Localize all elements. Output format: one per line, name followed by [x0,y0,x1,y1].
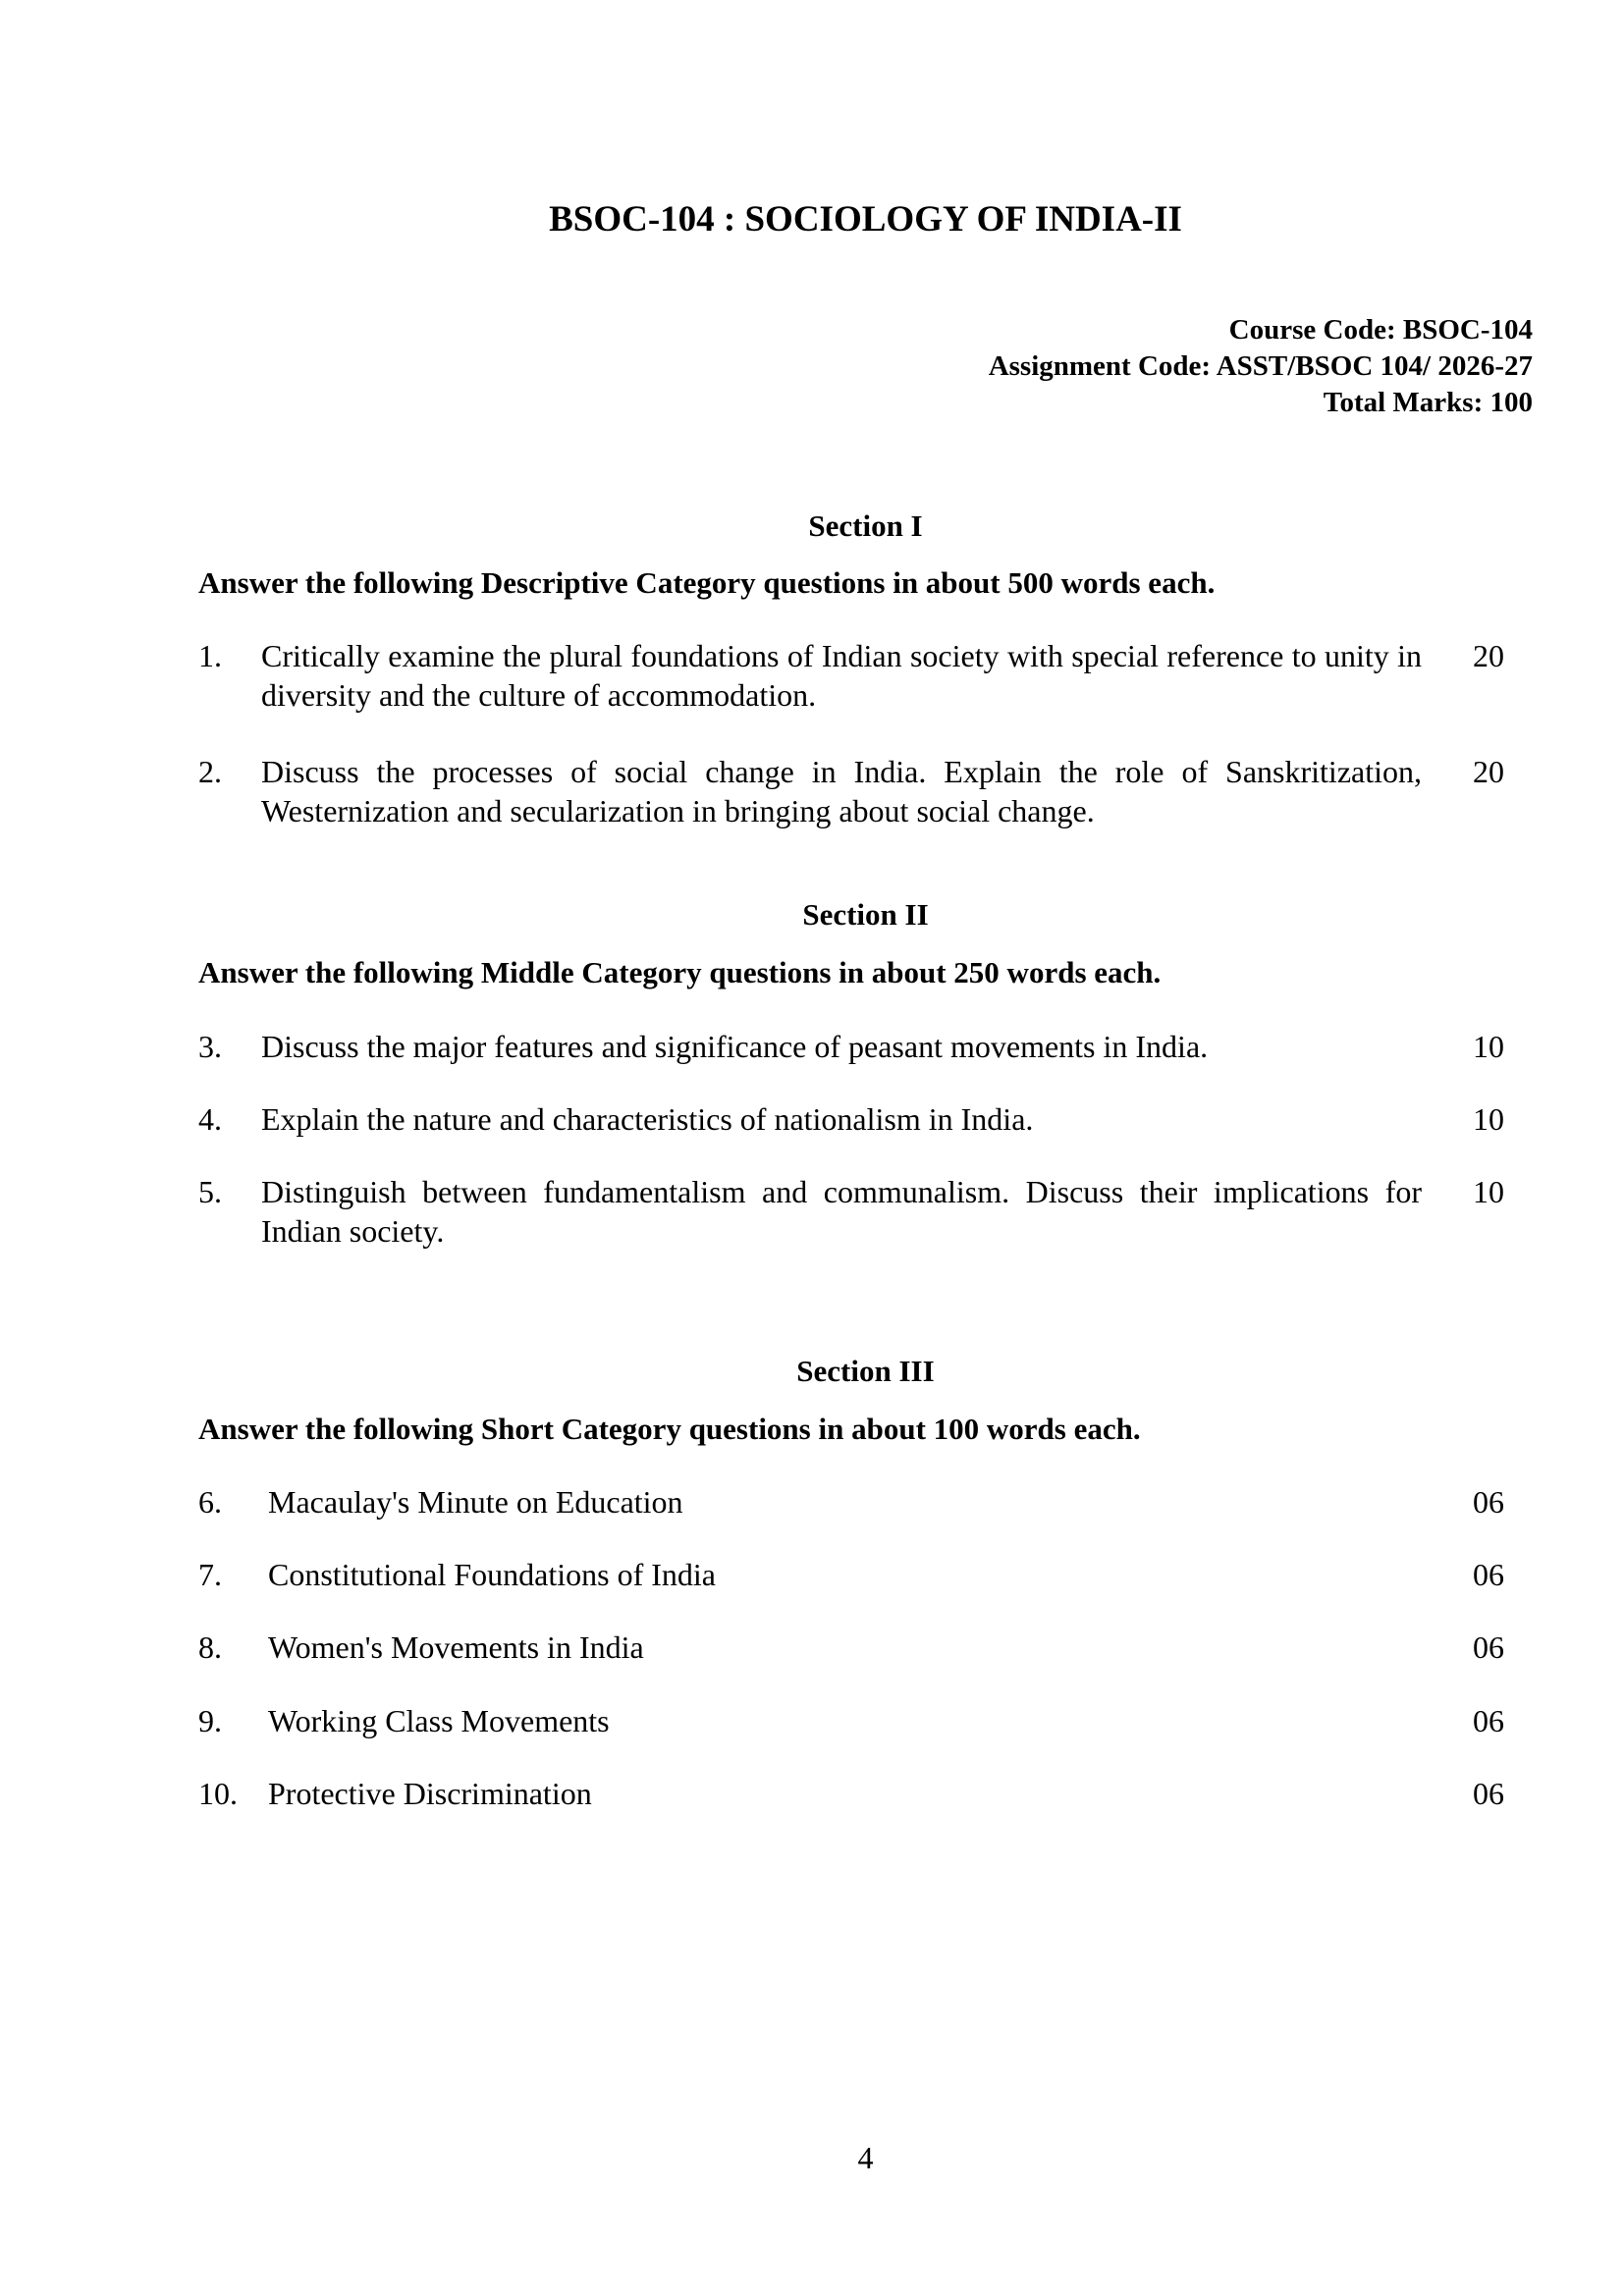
question-number: 2. [198,754,222,789]
question-number: 10. [198,1776,238,1811]
question-marks: 06 [1473,1629,1504,1665]
question-text: Discuss the major features and significance of peasant movements in India. [261,1029,1209,1064]
section-heading-3: Section III [796,1354,935,1388]
question-number: 3. [198,1029,222,1064]
section-heading-1: Section I [808,508,923,543]
question-text: Explain the nature and characteristics of nationalism in India. [261,1101,1034,1137]
question-marks: 10 [1473,1029,1504,1064]
page-number: 4 [857,2140,874,2175]
question-marks: 10 [1473,1174,1504,1209]
question-text: Constitutional Foundations of India [268,1557,716,1592]
assignment-meta [989,312,1533,421]
question-marks: 10 [1473,1101,1504,1137]
section-heading-2: Section II [802,897,929,932]
question-number: 5. [198,1174,222,1209]
question-number: 7. [198,1557,222,1592]
question-marks: 06 [1473,1703,1504,1738]
section-instruction-3: Answer the following Short Category questions in about 100 words each. [198,1412,1141,1446]
question-text: Macaulay's Minute on Education [268,1484,683,1520]
section-instruction-2: Answer the following Middle Category questions in about 250 words each. [198,955,1162,989]
question-number: 9. [198,1703,222,1738]
question-text: Protective Discrimination [268,1776,592,1811]
question-marks: 06 [1473,1557,1504,1592]
question-number: 4. [198,1101,222,1137]
question-marks: 06 [1473,1776,1504,1811]
course-code: Course Code: BSOC-104 [1228,314,1533,346]
section-instruction-1: Answer the following Descriptive Category questions in about 500 words each. [198,565,1216,600]
question-marks: 20 [1473,754,1504,789]
total-marks: Total Marks: 100 [1323,387,1533,418]
question-number: 6. [198,1484,222,1520]
question-text: Critically examine the plural foundations of Indian society with special reference to unity in diversity and the culture of accommodation. [261,638,1422,713]
assignment-code: Assignment Code: ASST/BSOC 104/ 2026-27 [988,350,1533,382]
question-text: Distinguish between fundamentalism and communalism. Discuss their implications for Indian society. [261,1174,1422,1249]
question-marks: 06 [1473,1484,1504,1520]
question-number: 8. [198,1629,222,1665]
question-number: 1. [198,638,222,673]
question-text: Women's Movements in India [268,1629,644,1665]
question-marks: 20 [1473,638,1504,673]
question-text: Discuss the processes of social change in India. Explain the role of Sanskritization, Westernization and secularization in bringing about social change. [261,754,1422,828]
document-title: BSOC-104 : SOCIOLOGY OF INDIA-II [549,199,1182,240]
question-text: Working Class Movements [268,1703,610,1738]
